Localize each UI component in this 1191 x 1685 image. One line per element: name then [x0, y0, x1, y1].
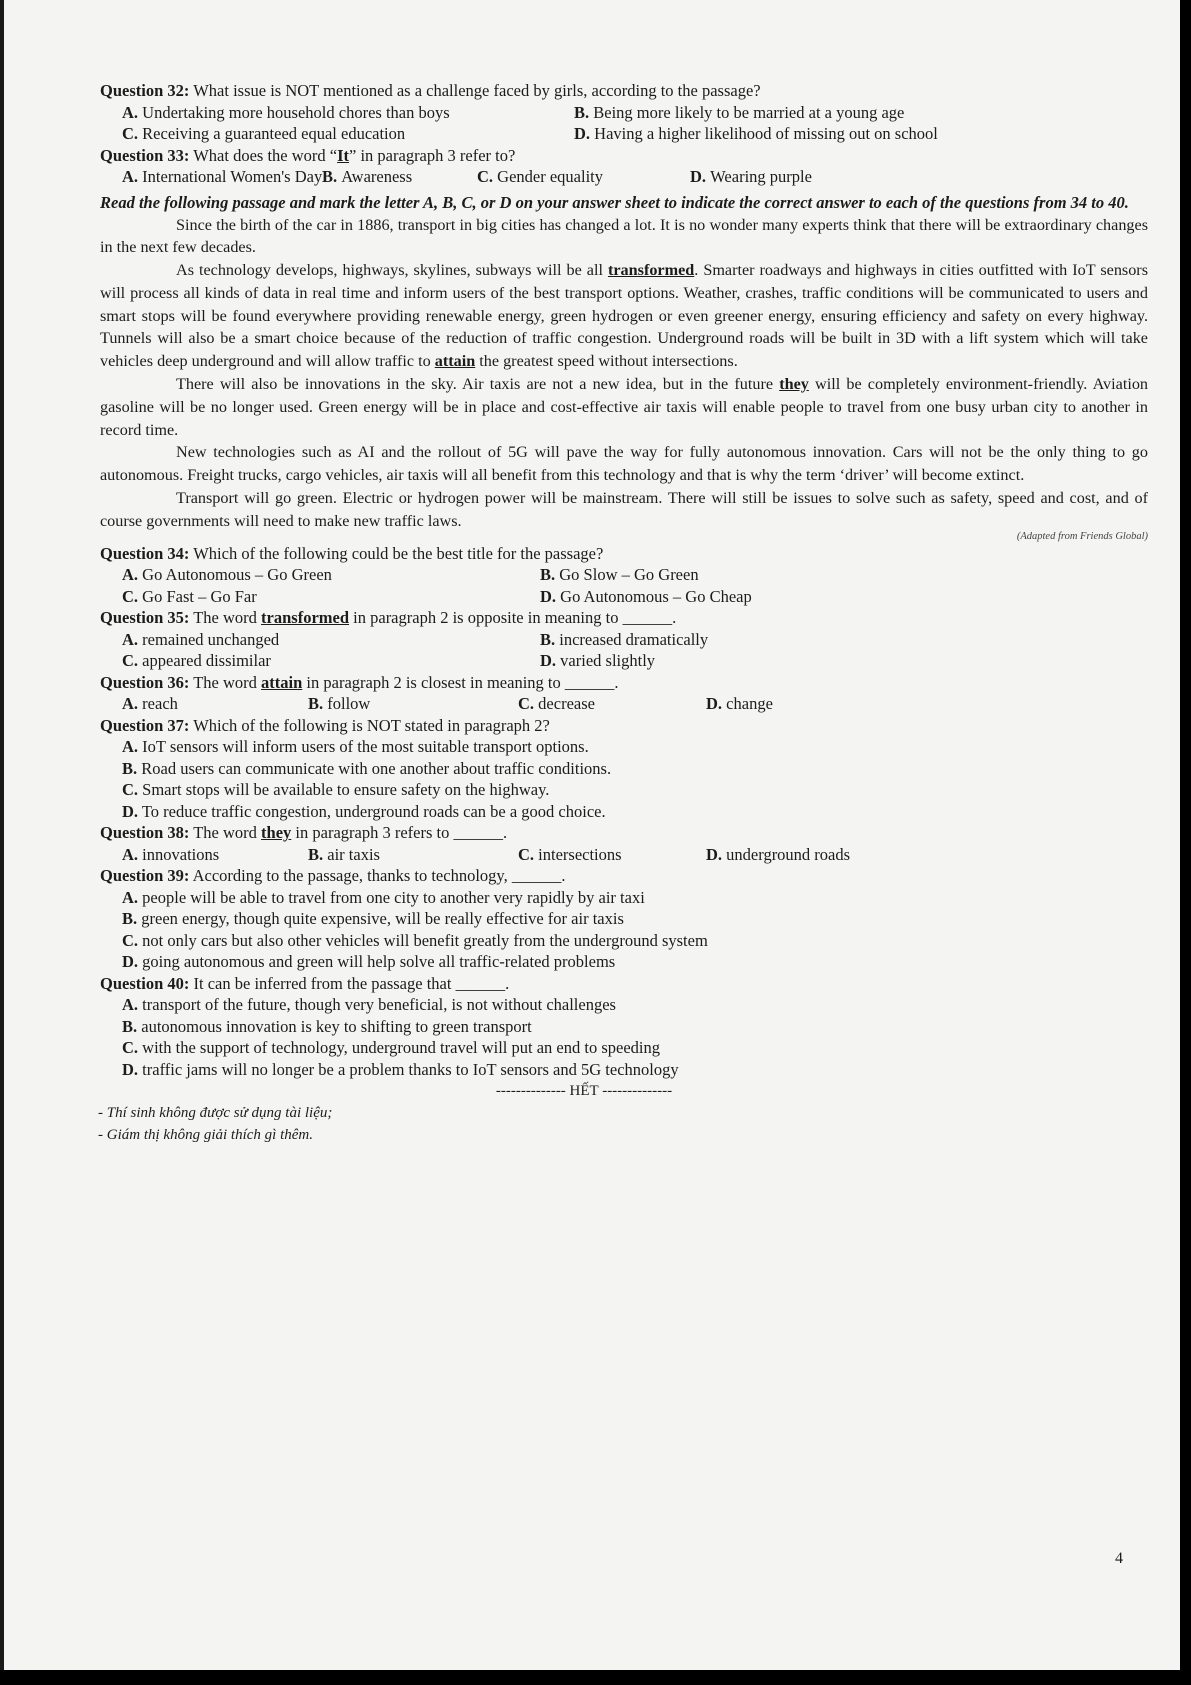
passage-paragraph-1: Since the birth of the car in 1886, transport in big cities has changed a lot. It is no wonder many experts think that there will be extraordinary changes in the next few decades.	[100, 215, 1148, 257]
passage-source: (Adapted from Friends Global)	[1016, 530, 1148, 542]
question-35: Question 35: The word transformed in paragraph 2 is opposite in meaning to ______.	[100, 608, 677, 628]
question-34: Question 34: Which of the following could be the best title for the passage?	[100, 543, 604, 563]
q33-option-a[interactable]: A. International Women's Day	[122, 167, 323, 186]
question-37: Question 37: Which of the following is NOT stated in paragraph 2?	[100, 715, 550, 735]
q39-option-b[interactable]: B. green energy, though quite expensive, will be really effective for air taxis	[122, 909, 624, 929]
q35-options-row-2	[100, 650, 1148, 672]
q32-option-d[interactable]: D. Having a higher likelihood of missing out on school	[574, 124, 938, 143]
q32-options-row-1	[100, 102, 1148, 124]
end-marker: -------------- HẾT --------------	[495, 1083, 673, 1100]
q39-option-d[interactable]: D. going autonomous and green will help solve all traffic-related problems	[122, 952, 616, 972]
q32-options-row-2	[100, 123, 1148, 145]
q32-option-c[interactable]: C. Receiving a guaranteed equal education	[122, 124, 406, 143]
q37-option-d[interactable]: D. To reduce traffic congestion, underground roads can be a good choice.	[122, 801, 606, 821]
q36-options	[100, 693, 1148, 715]
passage-paragraph-2: As technology develops, highways, skylines, subways will be all transformed. Smarter roadways and highways in cities outfitted with IoT sensors will process all kinds of data in real time and inform users of the best transport options. Weather, crashes, traffic conditions will be communicated to users and smart stops will be found everywhere providing renewable energy, green hydrogen or even greener energy, ensuring efficiency and safety on every highway. Tunnels will also be a smart choice because of the reduction of traffic congestion. Underground roads will be built in 3D with a lift system which will take vehicles deep underground and will allow traffic to attain the greatest speed without intersections.	[100, 261, 1148, 371]
q32-option-a[interactable]: A. Undertaking more household chores than boys	[122, 102, 450, 122]
q34-options-row-2	[100, 586, 1148, 608]
note-2: - Giám thị không giải thích gì thêm.	[98, 1127, 313, 1144]
q38-option-b[interactable]: B. air taxis	[308, 844, 380, 864]
q36-option-d[interactable]: D. change	[706, 694, 773, 714]
q39-option-c[interactable]: C. not only cars but also other vehicles will benefit greatly from the underground system	[122, 930, 708, 950]
q34-option-c[interactable]: C. Go Fast – Go Far	[122, 586, 257, 606]
q40-option-c[interactable]: C. with the support of technology, underground travel will put an end to speeding	[122, 1038, 660, 1058]
q37-option-c[interactable]: C. Smart stops will be available to ensure safety on the highway.	[122, 780, 550, 800]
q36-option-c[interactable]: C. decrease	[518, 694, 595, 714]
question-40: Question 40: It can be inferred from the passage that ______.	[100, 973, 510, 993]
q37-option-a[interactable]: A. IoT sensors will inform users of the most suitable transport options.	[122, 737, 589, 757]
q37-option-b[interactable]: B. Road users can communicate with one another about traffic conditions.	[122, 758, 612, 778]
q34-option-d[interactable]: D. Go Autonomous – Go Cheap	[540, 586, 752, 606]
q34-options-row-1	[100, 564, 1148, 586]
q35-options-row-1	[100, 629, 1148, 651]
q38-options	[100, 844, 1148, 866]
question-36: Question 36: The word attain in paragraph 2 is closest in meaning to ______.	[100, 672, 619, 692]
q32-option-b[interactable]: B. Being more likely to be married at a young age	[574, 102, 905, 122]
q40-option-a[interactable]: A. transport of the future, though very beneficial, is not without challenges	[122, 995, 616, 1015]
exam-content	[100, 80, 1148, 1146]
q34-option-a[interactable]: A. Go Autonomous – Go Green	[122, 565, 332, 585]
q34-option-b[interactable]: B. Go Slow – Go Green	[540, 565, 699, 585]
q39-option-a[interactable]: A. people will be able to travel from one city to another very rapidly by air taxi	[122, 887, 645, 907]
q33-option-b[interactable]: B. Awareness	[322, 167, 413, 186]
question-38: Question 38: The word they in paragraph 3 refers to ______.	[100, 823, 508, 843]
q36-option-a[interactable]: A. reach	[122, 694, 178, 714]
q35-option-c[interactable]: C. appeared dissimilar	[122, 651, 271, 671]
q40-option-b[interactable]: B. autonomous innovation is key to shifting to green transport	[122, 1016, 532, 1036]
q38-option-d[interactable]: D. underground roads	[706, 844, 851, 864]
question-32: Question 32: What issue is NOT mentioned as a challenge faced by girls, according to the passage?	[100, 81, 761, 100]
passage-paragraph-4: New technologies such as AI and the rollout of 5G will pave the way for fully autonomous innovation. Cars will not be the only thing to go autonomous. Freight trucks, cargo vehicles, air taxis will all benefit from this technology and that is why the term ‘driver’ will become extinct.	[100, 443, 1148, 485]
scan-edge	[0, 0, 4, 1670]
q33-options	[100, 166, 1148, 188]
q35-option-a[interactable]: A. remained unchanged	[122, 629, 280, 649]
page-number: 4	[1115, 1550, 1123, 1567]
question-39: Question 39: According to the passage, thanks to technology, ______.	[100, 866, 566, 886]
q36-option-b[interactable]: B. follow	[308, 694, 371, 714]
q38-option-a[interactable]: A. innovations	[122, 844, 220, 864]
reading-instruction: Read the following passage and mark the letter A, B, C, or D on your answer sheet to indicate the correct answer to each of the questions from 34 to 40.	[100, 192, 1129, 212]
passage	[100, 214, 1148, 543]
q35-option-b[interactable]: B. increased dramatically	[540, 629, 709, 649]
question-33: Question 33: What does the word “It” in paragraph 3 refer to?	[100, 145, 516, 165]
q33-option-c[interactable]: C. Gender equality	[477, 167, 604, 186]
passage-paragraph-5: Transport will go green. Electric or hydrogen power will be mainstream. There will still be issues to solve such as safety, speed and cost, and of course governments will need to make new traffic laws.	[100, 489, 1148, 530]
passage-paragraph-3: There will also be innovations in the sky. Air taxis are not a new idea, but in the future they will be completely environment-friendly. Aviation gasoline will be no longer used. Green energy will be in place and cost-effective air taxis will enable people to travel from one busy urban city to another in record time.	[100, 375, 1149, 439]
q40-option-d[interactable]: D. traffic jams will no longer be a problem thanks to IoT sensors and 5G technology	[122, 1059, 679, 1079]
q35-option-d[interactable]: D. varied slightly	[540, 651, 656, 671]
q33-option-d[interactable]: D. Wearing purple	[690, 167, 812, 186]
q38-option-c[interactable]: C. intersections	[518, 844, 622, 864]
note-1: - Thí sinh không được sử dụng tài liệu;	[98, 1105, 333, 1122]
